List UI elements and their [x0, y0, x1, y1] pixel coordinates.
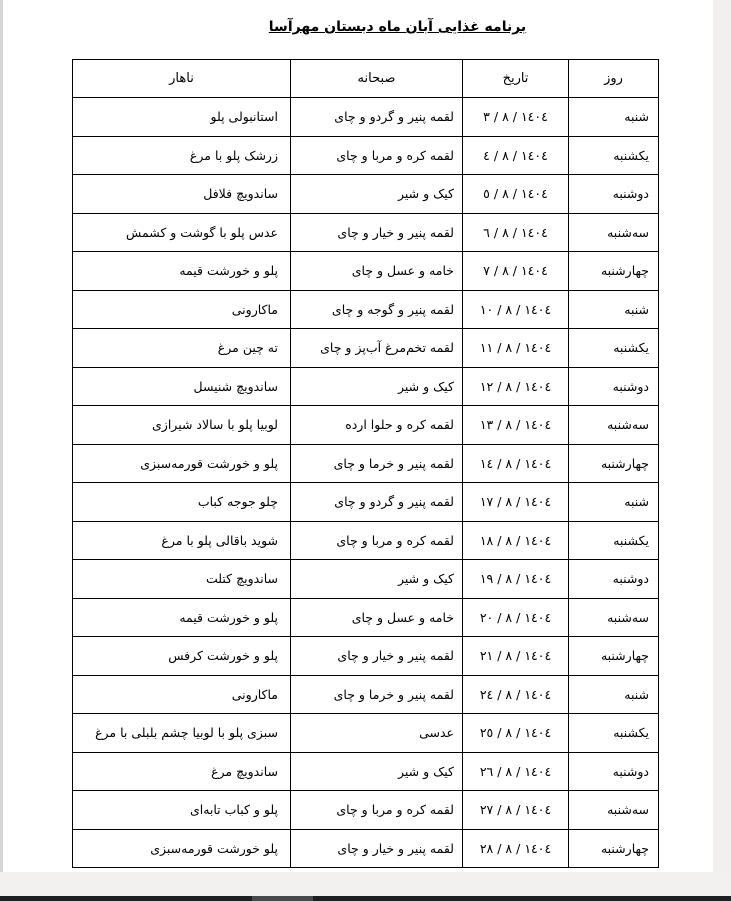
breakfast-cell[interactable]: لقمه پنیر و گردو و چای [291, 98, 463, 137]
date-cell[interactable] [463, 252, 569, 291]
date-value: ١٤٠٤ / ٨ / ٢٦ [479, 763, 552, 779]
table-row [73, 213, 659, 252]
table-row [73, 98, 659, 137]
day-cell[interactable]: چهارشنبه [569, 252, 659, 291]
date-cell[interactable] [463, 290, 569, 329]
lunch-cell[interactable]: پلو و خورشت قورمه‌سبزی [73, 444, 291, 483]
date-cell[interactable] [463, 175, 569, 214]
table-row [73, 714, 659, 753]
date-value: ١٤٠٤ / ٨ / ٢٨ [479, 840, 552, 856]
date-cell[interactable] [463, 752, 569, 791]
day-cell[interactable]: یکشنبه [569, 521, 659, 560]
menu-table-body [73, 98, 659, 868]
table-row [73, 406, 659, 445]
table-row [73, 175, 659, 214]
date-value: ١٤٠٤ / ٨ / ٢٧ [479, 802, 552, 818]
date-value: ١٤٠٤ / ٨ / ١٣ [479, 417, 552, 433]
viewer-background-bottom [0, 872, 731, 896]
date-cell[interactable] [463, 213, 569, 252]
date-value: ١٤٠٤ / ٨ / ٤ [483, 147, 548, 163]
date-cell[interactable] [463, 329, 569, 368]
breakfast-cell[interactable]: عدسی [291, 714, 463, 753]
date-cell[interactable] [463, 714, 569, 753]
page-left-edge [0, 0, 3, 896]
breakfast-cell[interactable]: لقمه تخم‌مرغ آب‌پز و چای [291, 329, 463, 368]
breakfast-cell[interactable]: لقمه پنیر و خرما و چای [291, 444, 463, 483]
breakfast-cell[interactable]: کیک و شیر [291, 175, 463, 214]
table-row [73, 637, 659, 676]
day-cell[interactable]: چهارشنبه [569, 637, 659, 676]
date-value: ١٤٠٤ / ٨ / ١٨ [479, 532, 552, 548]
table-row [73, 290, 659, 329]
day-cell[interactable]: دوشنبه [569, 367, 659, 406]
date-cell[interactable] [463, 98, 569, 137]
table-row [73, 136, 659, 175]
header-date: تاریخ [463, 60, 569, 98]
lunch-cell[interactable]: استانبولی پلو [73, 98, 291, 137]
day-cell[interactable]: شنبه [569, 290, 659, 329]
date-value: ١٤٠٤ / ٨ / ١٠ [479, 301, 552, 317]
lunch-cell[interactable]: چلو جوجه کباب [73, 483, 291, 522]
viewer-background-right [713, 0, 731, 872]
date-cell[interactable] [463, 675, 569, 714]
date-value: ١٤٠٤ / ٨ / ٧ [483, 263, 548, 279]
table-row [73, 521, 659, 560]
date-cell[interactable] [463, 560, 569, 599]
date-value: ١٤٠٤ / ٨ / ٣ [483, 109, 548, 125]
date-value: ١٤٠٤ / ٨ / ١٧ [479, 494, 552, 510]
day-cell[interactable]: دوشنبه [569, 560, 659, 599]
table-row [73, 560, 659, 599]
table-row [73, 444, 659, 483]
lunch-cell[interactable]: پلو و خورشت کرفس [73, 637, 291, 676]
day-cell[interactable]: دوشنبه [569, 752, 659, 791]
lunch-cell[interactable]: ساندویچ فلافل [73, 175, 291, 214]
lunch-cell[interactable]: پلو و کباب تابه‌ای [73, 791, 291, 830]
date-value: ١٤٠٤ / ٨ / ١٤ [479, 455, 552, 471]
bottom-bar[interactable] [0, 896, 731, 901]
bottom-bar-thumb[interactable] [252, 896, 313, 901]
day-cell[interactable]: دوشنبه [569, 175, 659, 214]
day-cell[interactable]: سه‌شنبه [569, 791, 659, 830]
day-cell[interactable]: چهارشنبه [569, 829, 659, 868]
date-value: ١٤٠٤ / ٨ / ٢١ [479, 648, 552, 664]
breakfast-cell[interactable]: لقمه کره و مربا و چای [291, 791, 463, 830]
date-value: ١٤٠٤ / ٨ / ١٢ [479, 378, 552, 394]
table-row [73, 752, 659, 791]
date-value: ١٤٠٤ / ٨ / ٥ [483, 186, 548, 202]
breakfast-cell[interactable]: لقمه کره و مربا و چای [291, 136, 463, 175]
lunch-cell[interactable]: سبزی پلو با لوبیا چشم بلبلی با مرغ [73, 714, 291, 753]
date-cell[interactable] [463, 136, 569, 175]
breakfast-cell[interactable]: کیک و شیر [291, 752, 463, 791]
date-value: ١٤٠٤ / ٨ / ٢٤ [479, 686, 552, 702]
date-value: ١٤٠٤ / ٨ / ٢٥ [479, 725, 552, 741]
breakfast-cell[interactable]: کیک و شیر [291, 560, 463, 599]
date-cell[interactable] [463, 406, 569, 445]
table-row [73, 829, 659, 868]
breakfast-cell[interactable]: لقمه پنیر و گوجه و چای [291, 290, 463, 329]
date-cell[interactable] [463, 444, 569, 483]
table-row [73, 675, 659, 714]
lunch-cell[interactable]: ساندویچ مرغ [73, 752, 291, 791]
day-cell[interactable]: سه‌شنبه [569, 213, 659, 252]
header-row [73, 60, 659, 98]
header-breakfast: صبحانه [291, 60, 463, 98]
date-cell[interactable] [463, 367, 569, 406]
table-row [73, 791, 659, 830]
lunch-cell[interactable]: پلو و خورشت قیمه [73, 598, 291, 637]
meal-schedule-table [72, 59, 659, 868]
date-value: ١٤٠٤ / ٨ / ٢٠ [479, 609, 552, 625]
breakfast-cell[interactable]: لقمه پنیر و گردو و چای [291, 483, 463, 522]
date-value: ١٤٠٤ / ٨ / ١١ [479, 340, 552, 356]
breakfast-cell[interactable]: خامه و عسل و چای [291, 252, 463, 291]
table-row [73, 483, 659, 522]
breakfast-cell[interactable]: خامه و عسل و چای [291, 598, 463, 637]
date-cell[interactable] [463, 829, 569, 868]
date-cell[interactable] [463, 637, 569, 676]
breakfast-cell[interactable]: کیک و شیر [291, 367, 463, 406]
date-value: ١٤٠٤ / ٨ / ٦ [483, 224, 548, 240]
table-row [73, 329, 659, 368]
date-cell[interactable] [463, 791, 569, 830]
breakfast-cell[interactable]: لقمه پنیر و خرما و چای [291, 675, 463, 714]
lunch-cell[interactable]: شوید باقالی پلو با مرغ [73, 521, 291, 560]
day-cell[interactable]: شنبه [569, 483, 659, 522]
day-cell[interactable]: چهارشنبه [569, 444, 659, 483]
date-cell[interactable] [463, 483, 569, 522]
day-cell[interactable]: یکشنبه [569, 329, 659, 368]
breakfast-cell[interactable]: لقمه پنیر و خیار و چای [291, 829, 463, 868]
lunch-cell[interactable]: ماکارونی [73, 290, 291, 329]
day-cell[interactable]: سه‌شنبه [569, 598, 659, 637]
day-cell[interactable]: یکشنبه [569, 714, 659, 753]
header-day: روز [569, 60, 659, 98]
day-cell[interactable]: یکشنبه [569, 136, 659, 175]
document-title: برنامه غذایی آبان ماه دبستان مهرآسا [268, 19, 527, 35]
lunch-cell[interactable]: زرشک پلو با مرغ [73, 136, 291, 175]
lunch-cell[interactable]: عدس پلو با گوشت و کشمش [73, 213, 291, 252]
table-row [73, 367, 659, 406]
lunch-cell[interactable]: ته چین مرغ [73, 329, 291, 368]
lunch-cell[interactable]: ماکارونی [73, 675, 291, 714]
date-value: ١٤٠٤ / ٨ / ١٩ [479, 571, 552, 587]
lunch-cell[interactable]: پلو خورشت قورمه‌سبزی [73, 829, 291, 868]
lunch-cell[interactable]: لوبیا پلو با سالاد شیرازی [73, 406, 291, 445]
day-cell[interactable]: شنبه [569, 98, 659, 137]
date-cell[interactable] [463, 521, 569, 560]
lunch-cell[interactable]: ساندویچ کتلت [73, 560, 291, 599]
breakfast-cell[interactable]: لقمه پنیر و خیار و چای [291, 213, 463, 252]
table-row [73, 598, 659, 637]
day-cell[interactable]: شنبه [569, 675, 659, 714]
header-lunch: ناهار [73, 60, 291, 98]
date-cell[interactable] [463, 598, 569, 637]
table-row [73, 252, 659, 291]
day-cell[interactable]: سه‌شنبه [569, 406, 659, 445]
lunch-cell[interactable]: پلو و خورشت قیمه [73, 252, 291, 291]
breakfast-cell[interactable]: لقمه پنیر و خیار و چای [291, 637, 463, 676]
breakfast-cell[interactable]: لقمه کره و مربا و چای [291, 521, 463, 560]
lunch-cell[interactable]: ساندویچ شنیسل [73, 367, 291, 406]
breakfast-cell[interactable]: لقمه کره و حلوا ارده [291, 406, 463, 445]
